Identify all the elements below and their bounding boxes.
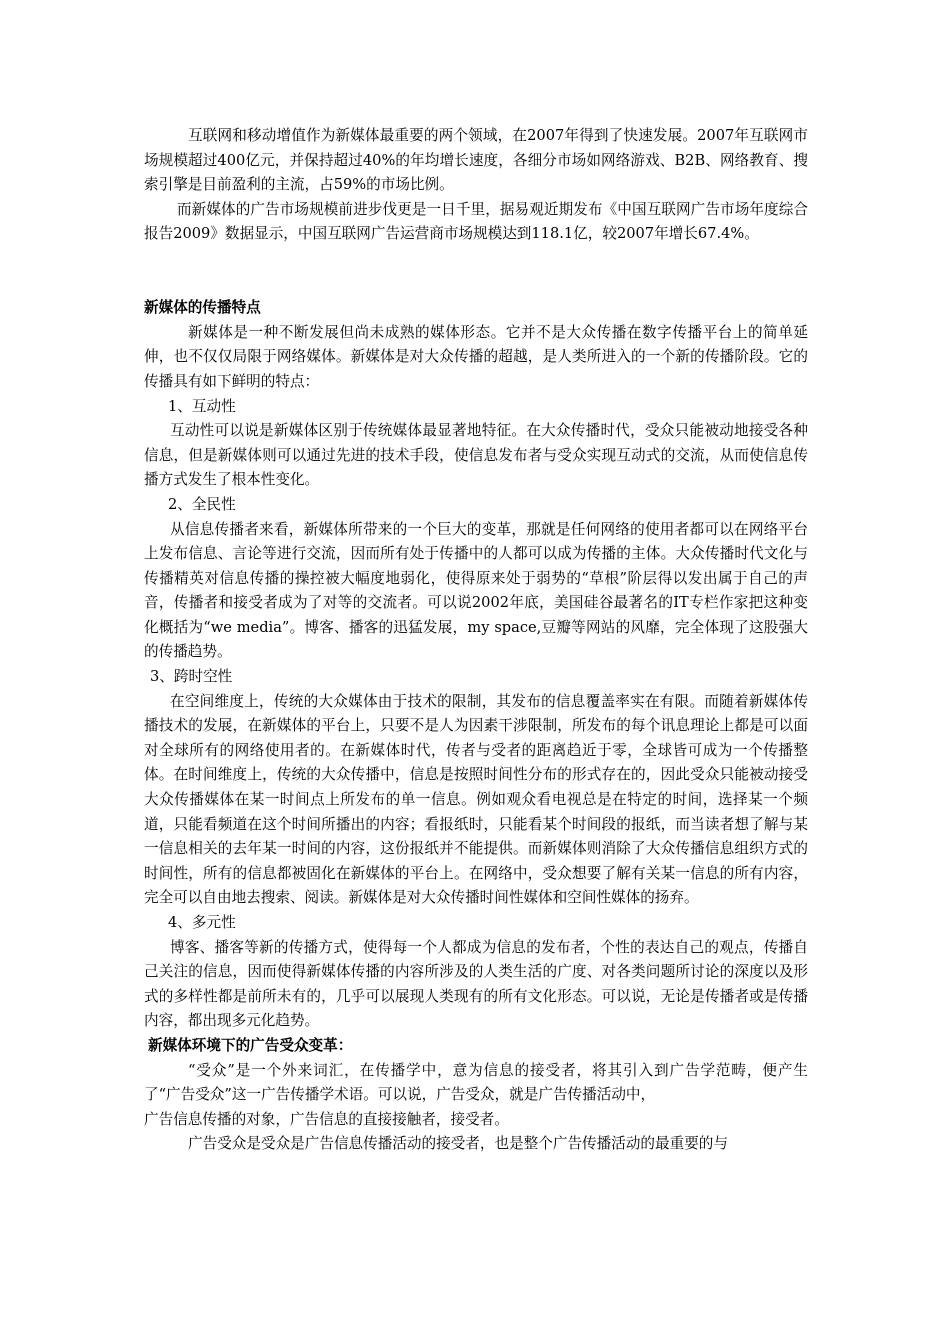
section2-paragraph-2: 广告受众是受众是广告信息传播活动的接受者，也是整个广告传播活动的最重要的与	[188, 1135, 728, 1153]
intro-paragraph-2: 而新媒体的广告市场规模前进步伐更是一日千里，据易观近期发布《中国互联网广告市场年度综合报告2009》数据显示，中国互联网广告运营商市场规模达到118.1亿，较2007年增长67.4%。	[144, 200, 808, 243]
section1-intro-paragraph: 新媒体是一种不断发展但尚未成熟的媒体形态。它并不是大众传播在数字传播平台上的简单延伸，也不仅仅局限于网络媒体。新媒体是对大众传播的超越，是人类所进入的一个新的传播阶段。它的传播具有如下鲜明的特点：	[144, 323, 808, 390]
feature-title-universality: 2、全民性	[168, 495, 236, 513]
feature-body-universality: 从信息传播者来看，新媒体所带来的一个巨大的变革，那就是任何网络的使用者都可以在网络平台上发布信息、言论等进行交流，因而所有处于传播中的人都可以成为传播的主体。大众传播时代文化与传播精英对信息传播的操控被大幅度地弱化，使得原来处于弱势的“草根”阶层得以发出属于自己的声音，传播者和接受者成为了对等的交流者。可以说2002年底，美国硅谷最著名的IT专栏作家把这种变化概括为“we media”。博客、播客的迅猛发展，my space,豆瓣等网站的风靡，完全体现了这股强大的传播趋势。	[144, 520, 808, 661]
feature-body-cross-time-space: 在空间维度上，传统的大众媒体由于技术的限制，其发布的信息覆盖率实在有限。而随着新媒体传播技术的发展，在新媒体的平台上，只要不是人为因素干涉限制，所发布的每个讯息理论上都是可以面对全球所有的网络使用者的。在新媒体时代，传者与受者的距离趋近于零，全球皆可成为一个传播整体。在时间维度上，传统的大众传播中，信息是按照时间性分布的形式存在的，因此受众只能被动接受大众传播媒体在某一时间点上所发布的单一信息。例如观众看电视总是在特定的时间，选择某一个频道，只能看频道在这个时间所播出的内容；看报纸时，只能看某个时间段的报纸，而当读者想了解与某一信息相关的去年某一时间的内容，这份报纸并不能提供。而新媒体则消除了大众传播信息组织方式的时间性，所有的信息都被固化在新媒体的平台上。在网络中，受众想要了解有关某一信息的所有内容，完全可以自由地去搜索、阅读。新媒体是对大众传播时间性媒体和空间性媒体的扬弃。	[144, 692, 808, 907]
section2-paragraph-1-line-1: “受众”是一个外来词汇，在传播学中，意为信息的接受者，将其引入到广告学范畴，便产生了“广告受众”这一广告传播学术语。可以说，广告受众，就是广告传播活动中，	[144, 1061, 808, 1104]
blank-line	[144, 272, 808, 297]
feature-title-diversity: 4、多元性	[168, 914, 236, 931]
feature-body-diversity: 博客、播客等新的传播方式，使得每一个人都成为信息的发布者，个性的表达自己的观点，传播自己关注的信息，因而使得新媒体传播的内容所涉及的人类生活的广度、对各类问题所讨论的深度以及形式的多样性都是前所未有的，几乎可以展现人类现有的所有文化形态。可以说，无论是传播者或是传播内容，都出现多元化趋势。	[144, 938, 808, 1030]
section-heading-communication-features: 新媒体的传播特点	[144, 299, 261, 317]
feature-title-cross-time-space: 3、跨时空性	[150, 668, 233, 686]
feature-title-interactivity: 1、互动性	[168, 397, 236, 415]
blank-line	[144, 247, 808, 272]
intro-paragraph-1: 互联网和移动增值作为新媒体最重要的两个领域，在2007年得到了快速发展。2007年互联网市场规模超过400亿元，并保持超过40%的年均增长速度，各细分市场如网络游戏、B2B、网络教育、搜索引擎是目前盈利的主流，占59%的市场比例。	[144, 127, 808, 194]
feature-body-interactivity: 互动性可以说是新媒体区别于传统媒体最显著地特征。在大众传播时代，受众只能被动地接受各种信息，但是新媒体则可以通过先进的技术手段，使信息发布者与受众实现互动式的交流，从而使信息传播方式发生了根本性变化。	[144, 422, 808, 489]
document-page	[144, 124, 808, 1157]
section2-paragraph-1-line-2: 广告信息传播的对象，广告信息的直接接触者，接受者。	[144, 1110, 509, 1128]
section-heading-audience-change: 新媒体环境下的广告受众变革：	[148, 1036, 353, 1054]
